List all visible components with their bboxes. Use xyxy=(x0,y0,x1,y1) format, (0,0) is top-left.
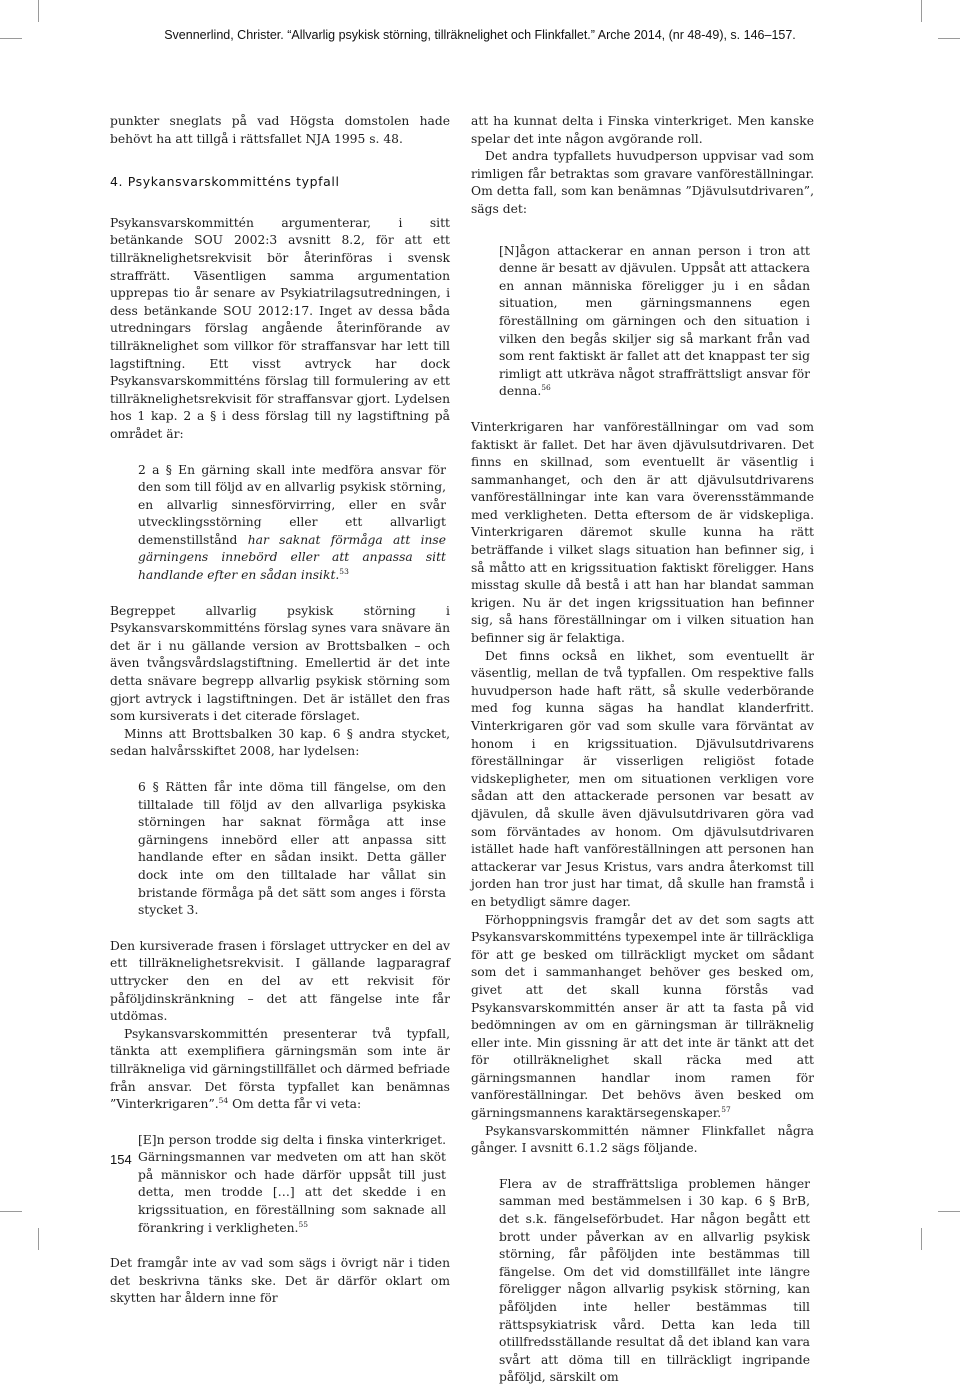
left-paragraph-3: Minns att Brottsbalken 30 kap. 6 § andra stycket, sedan halvårsskiftet 2008, har lydelsen: xyxy=(110,726,450,759)
section-heading: 4. Psykansvarskommitténs typfall xyxy=(110,174,340,190)
right-paragraph-4-text: Förhoppningsvis framgår det av det som sagts att Psykansvarskommitténs typexempel inte är tillräckliga för att ge besked om tillräckligt mycket om sådant som det i sammanhanget behöver ges besked om, givet att det skall kunna förstås vad Psykansvarskommittén anser är att ta fasta på vid bedömningen av om en gärningsman är tillräknelig eller inte. Min gissning är att det inte är tänkt att det för otillräknelighet skall räcka med att gärningsmannen handlar inom ramen för vanföreställningar. Det behövs även besked om gärningsmannens karaktärsegenskaper. xyxy=(471,912,814,1121)
footnote-ref-54: 54 xyxy=(218,1096,229,1106)
page-number: 154 xyxy=(110,1152,132,1167)
right-paragraph-5: Psykansvarskommittén nämner Flinkfallet några gånger. I avsnitt 6.1.2 sägs följande. xyxy=(471,1123,814,1156)
left-quote-1 xyxy=(138,462,446,585)
left-quote-3 xyxy=(138,1132,446,1238)
right-quote-2: Flera av de straffrättsliga problemen hänger samman med bestämmelsen i 30 kap. 6 § BrB, det s.k. fängelseförbudet. Har någon begått ett brott under påverkan av en allvarlig psykisk störning, får påföljden inte bestämmas till fängelse. Om det vid domstillfället inte längre föreligger någon allvarlig psykisk störning, kan påföljden inte heller bestämmas till rättspsykiatrisk vård. Detta kan leda till otillfredsställande resultat då det ibland kan vara svårt att döma till en tillräckligt ingripande påföljd, särskilt om xyxy=(499,1176,810,1385)
crop-mark-bottom-left-v xyxy=(38,1228,39,1250)
crop-mark-bottom-right-v xyxy=(921,1228,922,1250)
right-column xyxy=(471,0,814,1387)
left-paragraph-1: Psykansvarskommittén argumenterar, i sitt betänkande SOU 2002:3 avsnitt 8.2, för att ett tillräknelighetsrekvisit bör återinföras i svensk straffrätt. Väsentligen samma argumentation upprepas tio år senare av Psykiatrilagsutredningen, i dess betänkande SOU 2012:17. Inget av dessa båda utredningars förslag angående återinförande av tillräknelighet som villkor för straffansvar har lett till lagstiftning. Ett visst avtryck har dock Psykansvarskommitténs förslag till formulering av ett tillräknelighetsrekvisit för straffansvar gjort. Lydelsen hos 1 kap. 2 a § i dess förslag till ny lagstiftning på området är: xyxy=(110,215,450,441)
left-paragraph-2: Begreppet allvarlig psykisk störning i Psykansvarskommitténs förslag synes vara snävare än det är i nu gällande version av Brottsbalken – och även tvångsvårdslagstiftning. Emellertid är det inte detta snävare begrepp allvarlig psykisk störning som gjort avtryck i lagstiftningen. Det är istället den fras som kursiverats i det citerade förslaget. xyxy=(110,603,450,724)
footnote-ref-55: 55 xyxy=(298,1219,308,1229)
left-paragraph-5-text: Psykansvarskommittén presenterar två typfall, tänkta att exemplifiera gärningsmän som inte är tillräkneliga vid gärningstillfället och därmed befriade från ansvar. Det första typfallet kan benämnas ”Vinterkrigaren”. xyxy=(110,1026,450,1112)
right-intro-paragraph: att ha kunnat delta i Finska vinterkriget. Men kanske spelar det inte någon avgörande roll. xyxy=(471,114,814,146)
right-paragraph-2: Vinterkrigaren har vanföreställningar om vad som faktiskt är fallet. Det har även djävulsutdrivaren. Det finns en skillnad, som eventuellt är väsentlig i sammanhanget, och den är att djävulsutdrivarens vanföreställningar inte kan vara överensstämmande med verkligheten. Detta eftersom de är vidskepliga. Vinterkrigaren däremot skulle kunna ha rätt beträffande i vilket slags situation han befinner sig, i så måtto att en krigssituation faktiskt föreligger. Hans misstag skulle då bestå i att han har blandat samman krigen. Nu är det ingen krigssituation han befinner sig, så hans föreställningar om i vilken situation han befinner sig är felaktiga. xyxy=(471,419,814,646)
right-quote-1 xyxy=(499,243,810,401)
left-paragraph-5 xyxy=(110,1026,450,1114)
footnote-ref-56: 56 xyxy=(541,383,551,393)
crop-mark-top-left-v xyxy=(38,0,39,22)
footnote-ref-53: 53 xyxy=(339,567,349,577)
crop-mark-bottom-left-h xyxy=(0,1211,22,1212)
left-intro-paragraph: punkter sneglats på vad Högsta domstolen hade behövt ha att tillgå i rättsfallet NJA 1995 s. 48. xyxy=(110,114,450,146)
left-paragraph-5-tail: Om detta får vi veta: xyxy=(228,1097,362,1112)
quote-3-text: [E]n person trodde sig delta i finska vinterkriget. Gärningsmannen var medveten om att han sköt på människor och hade därför uppsåt till just detta, men trodde […] att det skedde i en krigssituation, en föreställning som saknade all förankring i verkligheten. xyxy=(138,1132,446,1235)
footnote-ref-57: 57 xyxy=(721,1105,731,1115)
crop-mark-top-right-v xyxy=(921,0,922,22)
right-paragraph-4 xyxy=(471,912,814,1123)
quote-1-italic-text: har saknat förmåga att inse gärningens innebörd eller att anpassa sitt handlande efter en sådan insikt. xyxy=(138,532,447,583)
quote-1-text: 2 a § En gärning skall inte medföra ansvar för den som till följd av en allvarlig psykisk störning, en allvarlig sinnesförvirring, eller en svår utvecklingsstörning eller ett allvarligt demenstillstånd xyxy=(138,462,446,547)
right-paragraph-3: Det finns också en likhet, som eventuellt är väsentlig, mellan de två typfallen. Om respektive falls huvudperson hade haft rätt, så skulle vederbörande med fog kunna sägas ha handlat klanderfritt. Vinterkrigaren gör vad som skulle vara förväntat av honom i en krigssituation. Djävulsutdrivarens föreställningar är visserligen religiöst fotade vidskepligheter, men om situationen verkligen vore sådan att den attackerade personen var besatt av djävulen, då skulle även djävulsutdrivaren göra vad som förväntades av honom. Om djävulsutdrivaren istället hade haft vanföreställningen att personen han attackerar var Jesus Kristus, vars andra återkomst till jorden han tror just har timat, då skulle han framstå i en betydligt sämre dager. xyxy=(471,648,814,909)
left-column xyxy=(110,0,450,1308)
left-paragraph-4: Den kursiverade frasen i förslaget uttrycker en del av ett tillräknelighetsrekvisit. I gällande lagparagraf uttrycker den en del av ett rekvisit för påföljdinskränkning – det att fängelse inte får utdömas. xyxy=(110,938,450,1024)
crop-mark-bottom-right-h xyxy=(938,1211,960,1212)
right-paragraph-1: Det andra typfallets huvudperson uppvisar vad som rimligen får betraktas som gravare vanföreställningar. Om detta fall, som kan benämnas ”Djävulsutdrivaren”, sägs det: xyxy=(471,149,814,216)
citation-header: Svennerlind, Christer. “Allvarlig psykisk störning, tillräknelighet och Flinkfallet.” Arche 2014, (nr 48-49), s. 146–157. xyxy=(164,28,796,42)
right-quote-1-text: [N]ågon attackerar en annan person i tron att denne är besatt av djävulen. Uppsåt att attackera en annan människa föreligger ju i en sådan situation, men gärningsmannens egen föreställning om gärningen och den situation i vilken den begås skiljer sig så markant från vad som rent faktiskt är fallet att det knappast ter sig rimligt att utkräva något straffrättsligt ansvar för denna. xyxy=(499,243,810,399)
left-quote-2: 6 § Rätten får inte döma till fängelse, om den tilltalade till följd av den allvarliga psykiska störningen har saknat förmåga att inse gärningens innebörd eller att anpassa sitt handlande efter en sådan insikt. Detta gäller dock inte om den tilltalade har vållat sin bristande förmåga på det sätt som anges i första stycket 3. xyxy=(138,780,446,918)
left-paragraph-6: Det framgår inte av vad som sägs i övrigt när i tiden det beskrivna tänks ske. Det är därför oklart om skytten har åldern inne för xyxy=(110,1256,450,1306)
